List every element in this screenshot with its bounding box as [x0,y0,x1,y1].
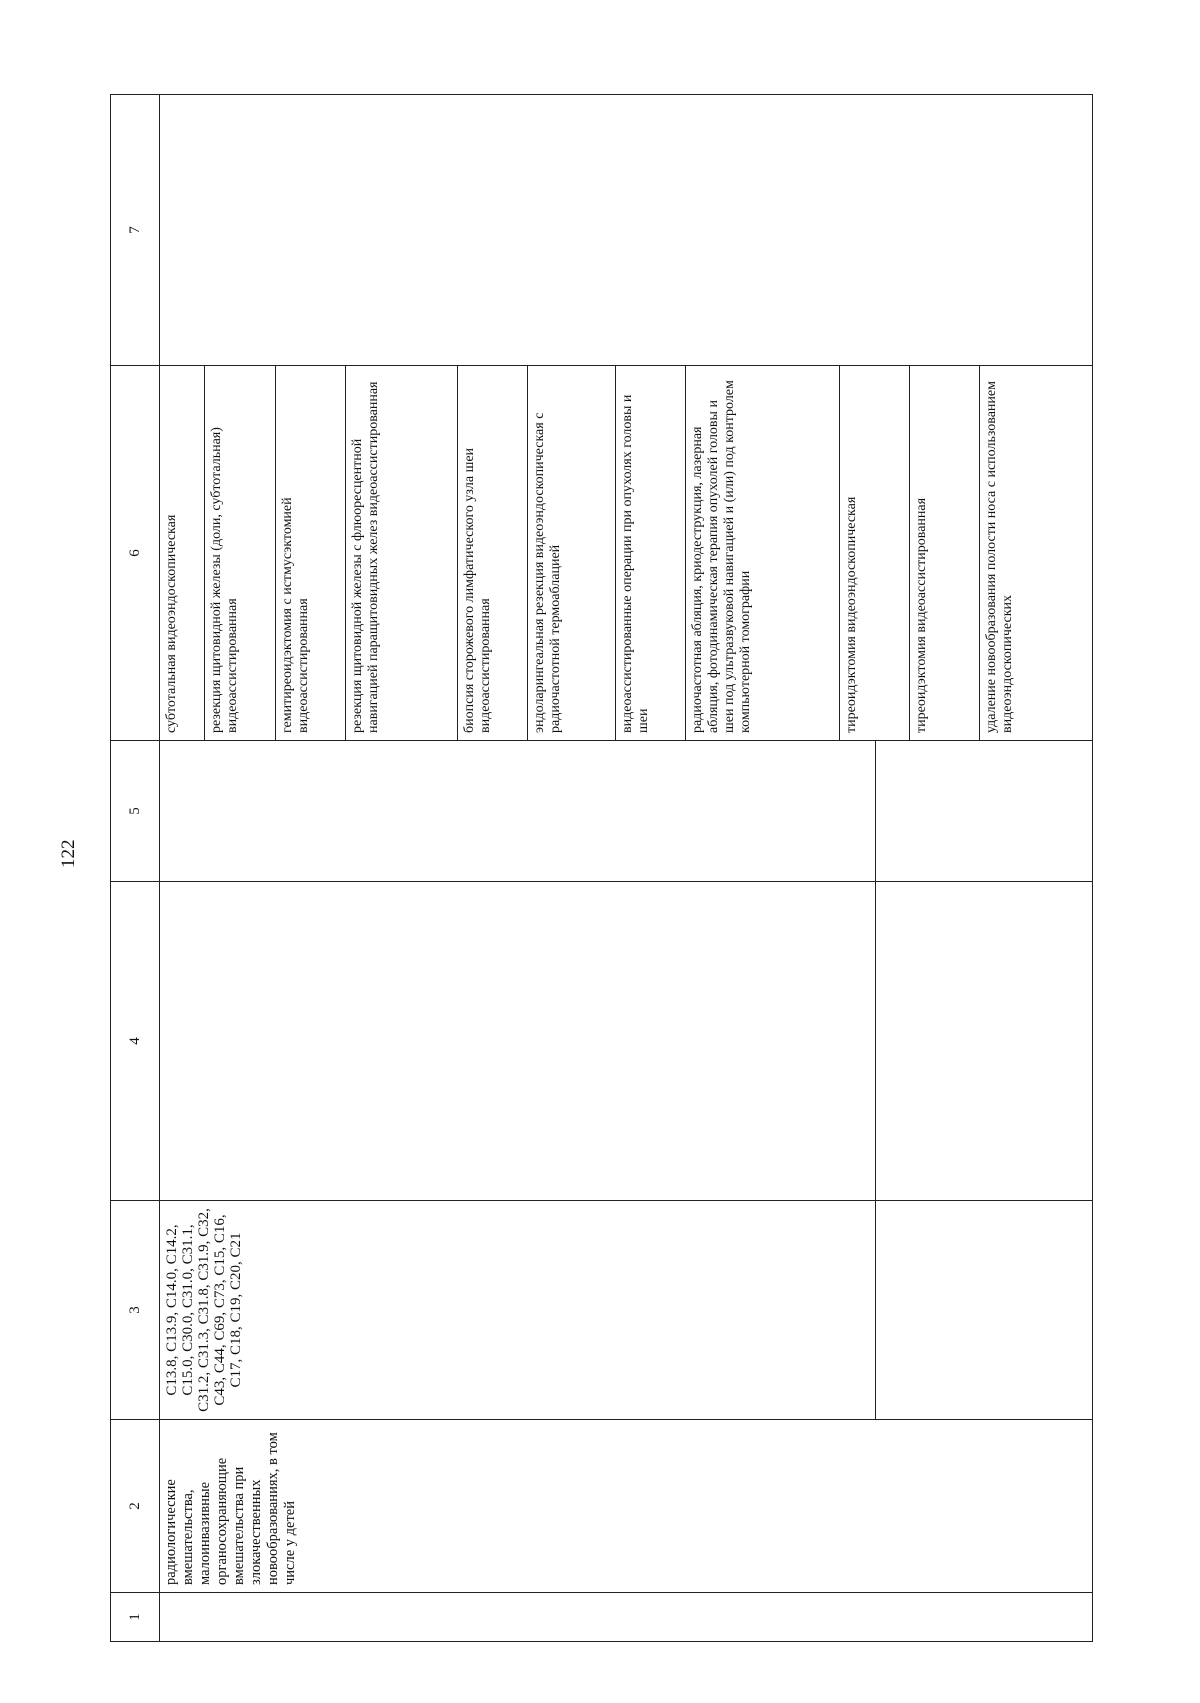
procedure-item: эндоларингеальная резекция видеоэндоскопическая с радиочастотной термоаблацией [528,366,616,740]
header-col-6: 6 [111,366,160,741]
procedure-item: биопсия сторожевого лимфатического узла шеи видеоассистированная [458,366,528,740]
header-col-1: 1 [111,1593,160,1642]
procedure-item: видеоассистированные операции при опухолях головы и шеи [616,366,686,740]
row-divider [875,741,876,881]
procedure-item: тиреоидэктомия видеоассистированная [910,366,980,740]
cell-col-1 [160,1593,1093,1642]
cell-group: радиологические вмешательства, малоинвазивные органосохраняющие вмешательства при злокачественных новообразованиях, в том числе у детей [160,1420,1093,1593]
procedure-item: резекция щитовидной железы с флюоресцентной навигацией паращитовидных желез видеоассистированная [346,366,458,740]
cell-procedures [160,366,1093,741]
table-row [160,95,1093,1642]
cell-codes [160,1201,1093,1420]
cell-col-4 [160,882,1093,1201]
header-col-4: 4 [111,882,160,1201]
procedures-table [110,94,1093,1642]
row-divider [875,1201,876,1419]
rotated-table-wrapper [110,102,1100,1642]
header-col-2: 2 [111,1420,160,1593]
row-divider [875,882,876,1200]
procedure-item: субтотальная видеоэндоскопическая [160,366,205,740]
procedure-item: резекция щитовидной железы (доли, субтотальная) видеоассистированная [205,366,276,740]
procedure-item: удаление новообразования полости носа с использованием видеоэндоскопических [984,381,1015,733]
procedure-item: гемитиреоидэктомия с истмусэктомией видеоассистированная [276,366,346,740]
codes-text: C13.8, C13.9, C14.0, C14.2, C15.0, C30.0, C31.0, C31.1, C31.2, C31.3, C31.8, C31.9, C32, C43, C44, C69, C73, C15, C16, C17, C18, C19, C20, C21 [164,1208,244,1412]
procedure-item: тиреоидэктомия видеоэндоскопическая [840,366,910,740]
header-row [111,95,160,1642]
procedure-item: радиочастотная абляция, криодеструкция, лазерная абляция, фотодинамическая терапия опухолей головы и шеи под ультразвуковой навигацией и (или) под контролем компьютерной томографии [686,366,840,740]
header-col-3: 3 [111,1201,160,1420]
cell-col-5 [160,741,1093,882]
header-col-5: 5 [111,741,160,882]
header-col-7: 7 [111,95,160,366]
page-number: 122 [58,839,79,868]
cell-col-7 [160,95,1093,366]
